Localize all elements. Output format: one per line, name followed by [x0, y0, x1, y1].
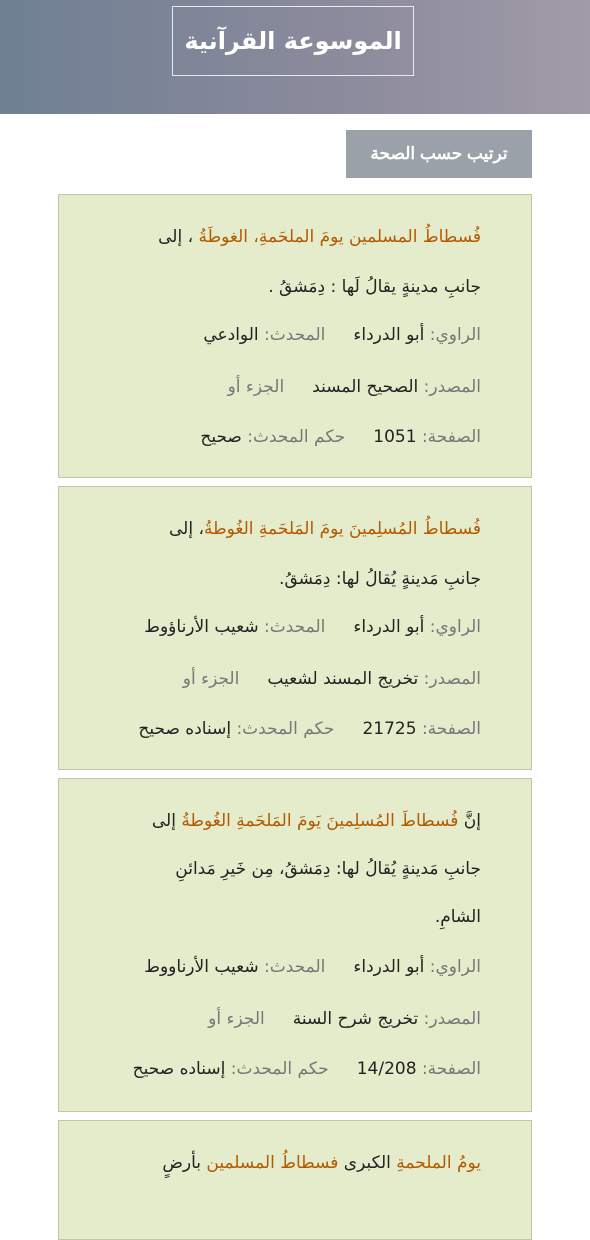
source-row: المصدر: تخريج المسند لشعيبالجزء أو [182, 669, 481, 689]
page-row: الصفحة: 21725حكم المحدث: إسناده صحيح [138, 719, 481, 739]
page-row: الصفحة: 1051حكم المحدث: صحيح [200, 427, 481, 447]
hadith-highlight: فسطاطُ المسلمين [206, 1153, 339, 1173]
site-logo-title[interactable]: الموسوعة القرآنية [172, 6, 414, 76]
source-value: تخريج شرح السنة [292, 1009, 419, 1029]
source-row: المصدر: تخريج شرح السنةالجزء أو [208, 1009, 481, 1029]
narrator-value: أبو الدرداء [353, 325, 425, 345]
hadith-text[interactable]: الشامِ. [434, 907, 481, 927]
hadith-card [58, 1120, 532, 1240]
hadith-highlight: فُسطاطُ المُسلِمينَ يومَ المَلحَمةِ الغُوطةُ [203, 519, 481, 539]
narrator-row: الراوي: أبو الدرداءالمحدث: الوادعي [203, 325, 481, 345]
page-value: 14/208 [356, 1059, 417, 1079]
muhaddith-value: شعيب الأرناووط [144, 957, 259, 977]
page-value: 1051 [373, 427, 417, 447]
hadith-highlight: فُسطاطَ المُسلِمينَ يَومَ المَلحَمةِ الغُوطةُ [181, 811, 459, 831]
narrator-row: الراوي: أبو الدرداءالمحدث: شعيب الأرناووط [144, 957, 481, 977]
hadith-text[interactable]: فُسطاطُ المسلمين يومَ الملحَمةِ، الغوطَةُ ، إلى [158, 227, 481, 247]
sort-by-authenticity-button[interactable]: ترتيب حسب الصحة [346, 130, 532, 178]
source-value: تخريج المسند لشعيب [267, 669, 419, 689]
hadith-text[interactable]: جانبِ مَدينةٍ يُقالُ لها: دِمَشقُ، مِن خَيرِ مَدائنِ [175, 859, 481, 879]
narrator-row: الراوي: أبو الدرداءالمحدث: شعيب الأرناؤوط [144, 617, 481, 637]
header-banner [0, 0, 590, 114]
source-value: الصحيح المسند [312, 377, 419, 397]
hadith-highlight: يومُ الملحمةِ [396, 1153, 481, 1173]
hadith-text[interactable]: يومُ الملحمةِ الكبرى فسطاطُ المسلمين بأرضٍ [162, 1153, 481, 1173]
hadith-text[interactable]: جانبِ مدينةٍ يقالُ لَها : دِمَشقُ . [268, 277, 481, 297]
hadith-text[interactable]: جانبِ مَدينةٍ يُقالُ لها: دِمَشقُ. [279, 569, 481, 589]
hadith-card [58, 194, 532, 478]
narrator-value: أبو الدرداء [353, 617, 425, 637]
page-row: الصفحة: 14/208حكم المحدث: إسناده صحيح [132, 1059, 481, 1079]
ruling-value: إسناده صحيح [138, 719, 232, 739]
hadith-card [58, 778, 532, 1112]
hadith-text[interactable]: إنَّ فُسطاطَ المُسلِمينَ يَومَ المَلحَمةِ الغُوطةُ إلى [151, 811, 481, 831]
narrator-value: أبو الدرداء [353, 957, 425, 977]
hadith-highlight: فُسطاطُ المسلمين يومَ الملحَمةِ، الغوطَةُ [198, 227, 481, 247]
page-value: 21725 [362, 719, 417, 739]
ruling-value: صحيح [200, 427, 242, 447]
muhaddith-value: الوادعي [203, 325, 259, 345]
source-row: المصدر: الصحيح المسندالجزء أو [227, 377, 481, 397]
hadith-card [58, 486, 532, 770]
hadith-text[interactable]: فُسطاطُ المُسلِمينَ يومَ المَلحَمةِ الغُوطةُ، إلى [169, 519, 481, 539]
muhaddith-value: شعيب الأرناؤوط [144, 617, 259, 637]
ruling-value: إسناده صحيح [132, 1059, 226, 1079]
